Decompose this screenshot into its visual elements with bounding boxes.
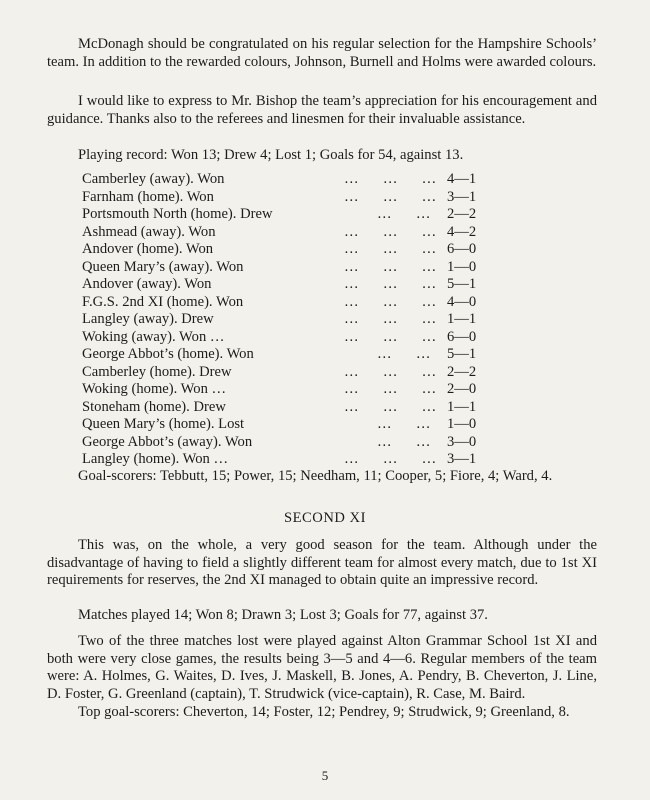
result-row [82,224,562,242]
result-leader-dots: … … [377,433,432,450]
result-match: F.G.S. 2nd XI (home). Won [82,293,244,310]
result-row [82,329,562,347]
result-match: Woking (home). Won … [82,381,227,397]
result-score: 4—2 [447,223,477,240]
result-match: Ashmead (away). Won [82,223,216,240]
result-match: George Abbot’s (home). Won [82,346,254,362]
result-score: 6—0 [447,328,477,345]
result-match: Stoneham (home). Drew [82,398,226,415]
result-row [82,189,562,207]
paragraph-appreciation: I would like to express to Mr. Bishop the team’s appreciation for his encouragement and guidance. Thanks also to the referees and linesmen for their invaluable assistance. [47,93,597,127]
result-leader-dots: … … … [344,171,438,187]
result-match: Camberley (home). Drew [82,363,232,380]
result-row [82,276,562,294]
result-leader-dots: … … … [344,328,438,345]
result-row [82,206,562,224]
result-leader-dots: … … … [344,241,438,257]
result-match: Woking (away). Won … [82,328,225,345]
results-list [82,171,562,469]
result-row [82,399,562,417]
result-match: Queen Mary’s (away). Won [82,258,244,275]
result-row [82,434,562,452]
result-match: Langley (away). Drew [82,311,214,327]
result-match: Andover (home). Won [82,241,214,257]
result-score: 4—0 [447,293,477,310]
result-score: 1—0 [447,416,477,432]
result-leader-dots: … … … [344,223,438,240]
result-score: 3—1 [447,188,477,205]
result-score: 6—0 [447,241,477,257]
result-row [82,451,562,469]
result-row [82,346,562,364]
result-leader-dots: … … … [344,258,438,275]
result-leader-dots: … … … [344,451,438,467]
result-match: Camberley (away). Won [82,171,225,187]
result-score: 3—1 [447,451,477,467]
result-leader-dots: … … … [344,363,438,380]
result-row [82,364,562,382]
result-leader-dots: … … … [344,381,438,397]
result-row [82,381,562,399]
paragraph-season-summary: This was, on the whole, a very good season for the team. Although under the disadvantage of having to field a slightly different team for almost every match, due to 1st XI requirements for reserves, the 2nd XI managed to obtain quite an impressive record. [47,537,597,588]
result-leader-dots: … … [377,416,432,432]
result-match: Portsmouth North (home). Drew [82,206,273,222]
result-score: 2—2 [447,363,477,380]
goal-scorers: Goal-scorers: Tebbutt, 15; Power, 15; Needham, 11; Cooper, 5; Fiore, 4; Ward, 4. [78,468,553,484]
result-match: Langley (home). Won … [82,451,229,467]
result-match: Andover (away). Won [82,276,212,292]
result-match: George Abbot’s (away). Won [82,433,253,450]
paragraph-hampshire-selection: McDonagh should be congratulated on his regular selection for the Hampshire Schools’ team. In addition to the rewarded colours, Johnson, Burnell and Holms were awarded colours. [47,36,597,70]
result-leader-dots: … … [377,206,432,222]
result-leader-dots: … … … [344,276,438,292]
result-score: 5—1 [447,346,477,362]
matches-played: Matches played 14; Won 8; Drawn 3; Lost 3; Goals for 77, against 37. [78,607,488,623]
result-row [82,311,562,329]
result-match: Queen Mary’s (home). Lost [82,416,245,432]
result-score: 1—0 [447,258,477,275]
top-goal-scorers: Top goal-scorers: Cheverton, 14; Foster, 12; Pendrey, 9; Strudwick, 9; Greenland, 8. [78,704,570,720]
result-match: Farnham (home). Won [82,188,214,205]
result-leader-dots: … … … [344,293,438,310]
result-score: 2—0 [447,381,477,397]
result-score: 3—0 [447,433,477,450]
result-leader-dots: … … [377,346,432,362]
result-row [82,416,562,434]
result-row [82,241,562,259]
section-heading-second-xi: SECOND XI [284,510,366,526]
result-row [82,171,562,189]
paragraph-matches-lost: Two of the three matches lost were played against Alton Grammar School 1st XI and both were very close games, the results being 3—5 and 4—6. Regular members of the team were: A. Holmes, G. Waites, D. Ives, J. Maskell, B. Jones, A. Pendry, B. Cheverton, J. Line, D. Foster, G. Greenland (captain), T. Strudwick (vice-captain), R. Case, M. Baird. [47,633,597,702]
result-score: 1—1 [447,398,477,415]
page-number: 5 [321,768,329,783]
result-row [82,259,562,277]
result-leader-dots: … … … [344,398,438,415]
result-score: 2—2 [447,206,477,222]
result-row [82,294,562,312]
result-leader-dots: … … … [344,311,438,327]
result-score: 5—1 [447,276,477,292]
playing-record: Playing record: Won 13; Drew 4; Lost 1; Goals for 54, against 13. [78,147,464,163]
result-score: 1—1 [447,311,477,327]
result-leader-dots: … … … [344,188,438,205]
result-score: 4—1 [447,171,477,187]
